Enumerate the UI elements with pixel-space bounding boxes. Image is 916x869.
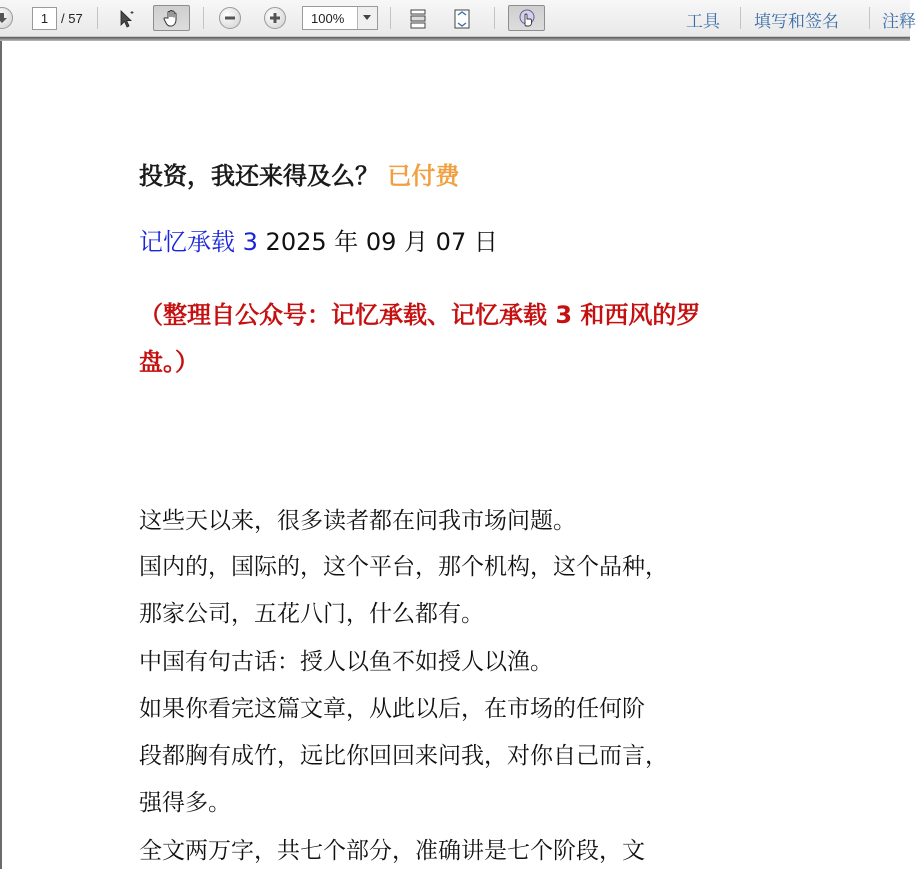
toolbar-divider <box>494 7 495 29</box>
paragraph-line: 强得多。 <box>139 790 231 816</box>
hand-icon <box>162 8 182 28</box>
author-name: 记忆承载 3 <box>139 228 258 256</box>
select-tool-button[interactable] <box>113 6 141 31</box>
arrow-down-circle-icon <box>0 11 9 25</box>
zoom-dropdown-button[interactable] <box>357 7 377 29</box>
hand-tool-button[interactable] <box>153 5 190 31</box>
next-page-button[interactable] <box>0 7 13 29</box>
byline <box>139 222 498 257</box>
source-note-line-2: 盘。） <box>139 348 199 376</box>
paragraph-line: 国内的，国际的，这个平台，那个机构，这个品种， <box>139 554 668 580</box>
cursor-arrow-icon <box>118 9 136 29</box>
chevron-down-icon <box>363 15 371 21</box>
toolbar-divider <box>203 7 204 29</box>
tools-link[interactable]: 工具 <box>686 12 720 32</box>
fit-page-button[interactable] <box>448 6 476 31</box>
zoom-level-value: 100% <box>311 10 345 26</box>
fit-width-icon <box>409 9 427 29</box>
fit-width-button[interactable] <box>404 6 432 31</box>
zoom-in-button[interactable] <box>264 7 286 29</box>
source-note-line-1: （整理自公众号：记忆承载、记忆承载 3 和西风的罗 <box>139 301 701 329</box>
minus-circle-icon <box>224 12 236 24</box>
article-title-text: 投资，我还来得及么？ <box>139 162 379 190</box>
page-left-edge <box>0 41 2 869</box>
article-title <box>139 156 459 191</box>
toolbar-divider <box>390 7 391 29</box>
paragraph-line: 段都胸有成竹，远比你回回来问我，对你自己而言， <box>139 743 668 769</box>
fill-and-sign-link[interactable]: 填写和签名 <box>754 12 839 32</box>
toolbar-divider <box>869 7 870 29</box>
toolbar-divider <box>97 7 98 29</box>
page-number-value: 1 <box>40 11 49 26</box>
toolbar-shadow <box>0 37 910 41</box>
paragraph-line: 那家公司，五花八门，什么都有。 <box>139 601 484 627</box>
zoom-level-select[interactable] <box>302 6 378 30</box>
paid-badge: 已付费 <box>387 162 460 190</box>
zoom-out-button[interactable] <box>219 7 241 29</box>
page-number-input[interactable] <box>32 7 57 30</box>
touch-mode-button[interactable] <box>508 5 545 31</box>
plus-circle-icon <box>269 12 281 24</box>
publish-date: 2025 年 09 月 07 日 <box>265 228 498 256</box>
toolbar <box>0 0 916 37</box>
toolbar-divider <box>740 7 741 29</box>
paragraph-line: 如果你看完这篇文章，从此以后，在市场的任何阶 <box>139 696 645 722</box>
touch-hand-icon <box>517 8 537 28</box>
paragraph-line: 中国有句古话：授人以鱼不如授人以渔。 <box>139 649 553 675</box>
comment-link[interactable]: 注释 <box>882 12 916 32</box>
paragraph-line: 全文两万字，共七个部分，准确讲是七个阶段，文 <box>139 838 645 864</box>
paragraph-line: 这些天以来，很多读者都在问我市场问题。 <box>139 508 576 534</box>
page-total: / 57 <box>61 11 83 26</box>
fit-page-icon <box>453 9 471 29</box>
